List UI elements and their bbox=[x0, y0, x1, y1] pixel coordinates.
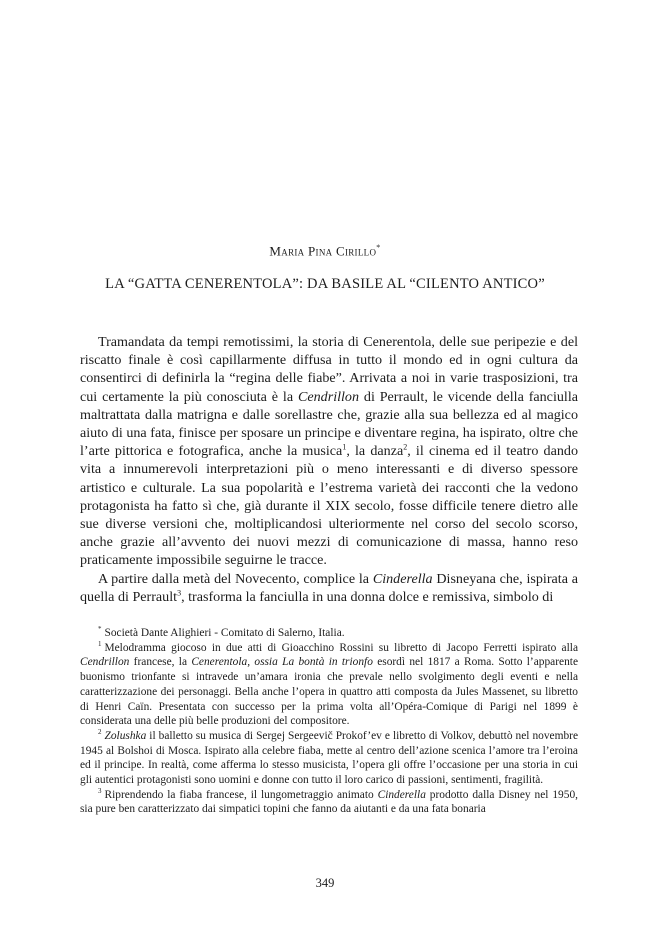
footnote-text: Riprendendo la fiaba francese, il lungometraggio animato bbox=[104, 788, 378, 801]
body-text-run: A partire dalla metà del Novecento, complice la bbox=[98, 570, 373, 587]
footnote-text: Società Dante Alighieri - Comitato di Salerno, Italia. bbox=[104, 627, 345, 639]
author-name-text: Maria Pina Cirillo bbox=[269, 243, 377, 259]
body-paragraph bbox=[80, 570, 578, 606]
article-body bbox=[80, 333, 578, 606]
footnote-affiliation bbox=[80, 626, 578, 641]
author-name bbox=[0, 243, 650, 259]
footnote-text: Melodramma giocoso in due atti di Gioacchino Rossini su libretto di Jacopo Ferretti ispirato alla bbox=[104, 641, 578, 654]
footnote-mark: 2 bbox=[98, 728, 102, 737]
body-paragraph bbox=[80, 333, 578, 570]
footnote-ref-2[interactable]: 2 bbox=[403, 442, 408, 452]
footnote-2 bbox=[80, 729, 578, 788]
footnote-text: il balletto su musica di Sergej Sergeevič Prokof’ev e libretto di Volkov, debuttò nel novembre 1945 al Bolshoi di Mosca. Ispirato alla celebre fiaba, mette al centro dell’azione scenica l’amore tra l’eroina ed il principe. In realtà, come afferma lo stesso musicista, l’opera gli offre l’occasione per una storia in cui gli autentici protagonisti sono uomini e donne con tutto il loro carico di passioni, sentimenti, fragilità. bbox=[80, 729, 578, 787]
footnote-mark: 3 bbox=[98, 786, 102, 795]
body-text-run: , trasforma la fanciulla in una donna dolce e remissiva, simbolo di bbox=[181, 588, 554, 605]
footnotes bbox=[80, 626, 578, 817]
article-title: LA “GATTA CENERENTOLA”: DA BASILE AL “CILENTO ANTICO” bbox=[105, 276, 545, 292]
body-text-run: Tramandata da tempi remotissimi, la storia di Cenerentola, delle sue peripezie e del riscatto finale è così capillarmente diffusa in tutto il mondo ed in ogni cultura da consentirci di definirla la “regina delle fiabe”. Arrivata a noi in varie trasposizioni, tra cui certamente la più conosciuta è la bbox=[80, 334, 578, 405]
italic-title: Zolushka bbox=[104, 729, 147, 742]
body-text-run: di Perrault, le vicende della fanciulla maltrattata dalla matrigna e dalle sorellastre che, grazie alla sua bellezza ed al magico aiuto di una fata, finisce per sposare un principe e diventare regina, ha ispirato, oltre che l’arte pittorica e fotografica, anche la musica bbox=[80, 388, 578, 460]
footnote-text: esordì nel 1817 a Roma. Sotto l’apparente buonismo trionfante si intravede un’amara ironia che prevale nello svolgimento degli eventi e nella caratterizzazione dei personaggi. Bella anche l’opera in quattro atti composta da Jules Massenet, su libretto di Henri Caïn. Presentata con successo per la prima volta all’Opéra-Comique di Parigi nel 1899 è considerata una delle più belle produzioni del compositore. bbox=[80, 656, 578, 728]
italic-title: Cinderella bbox=[377, 788, 426, 801]
footnote-mark: * bbox=[98, 625, 102, 634]
author-footnote-mark[interactable]: * bbox=[376, 243, 381, 252]
footnote-ref-1[interactable]: 1 bbox=[342, 442, 347, 452]
italic-title: Cinderella bbox=[372, 570, 433, 587]
page-number: 349 bbox=[315, 876, 335, 890]
footnote-3 bbox=[80, 788, 578, 817]
italic-title: Cendrillon bbox=[297, 388, 360, 405]
italic-title: Cendrillon bbox=[80, 656, 130, 669]
body-text-run: Disneyana che, ispirata a quella di Perrault bbox=[80, 570, 578, 605]
body-text-run: , la danza bbox=[346, 443, 404, 460]
footnote-1 bbox=[80, 641, 578, 729]
footnote-mark: 1 bbox=[98, 639, 102, 648]
body-text-run: , il cinema ed il teatro dando vita a innumerevoli interpretazioni più o meno interessanti e di diverso spessore artistico e culturale. La sua popolarità e l’estrema varietà dei racconti che la vedono protagonista ha fatto sì che, già durante il XIX secolo, fosse difficile tenere dietro alle sue diverse versioni che, moltiplicandosi ulteriormente nel corso del secolo scorso, anche grazie all’avvento dei nuovi mezzi di comunicazione di massa, hanno reso praticamente impossibile seguirne le tracce. bbox=[80, 443, 578, 569]
footnote-ref-3[interactable]: 3 bbox=[177, 588, 182, 598]
italic-title: Cenerentola, ossia La bontà in trionfo bbox=[191, 656, 373, 669]
footnote-text: prodotto dalla Disney nel 1950, sia pure ben caratterizzato dai simpatici topini che fanno da aiutanti e da una fata bonaria bbox=[80, 788, 578, 816]
footnote-text: francese, la bbox=[129, 656, 192, 669]
